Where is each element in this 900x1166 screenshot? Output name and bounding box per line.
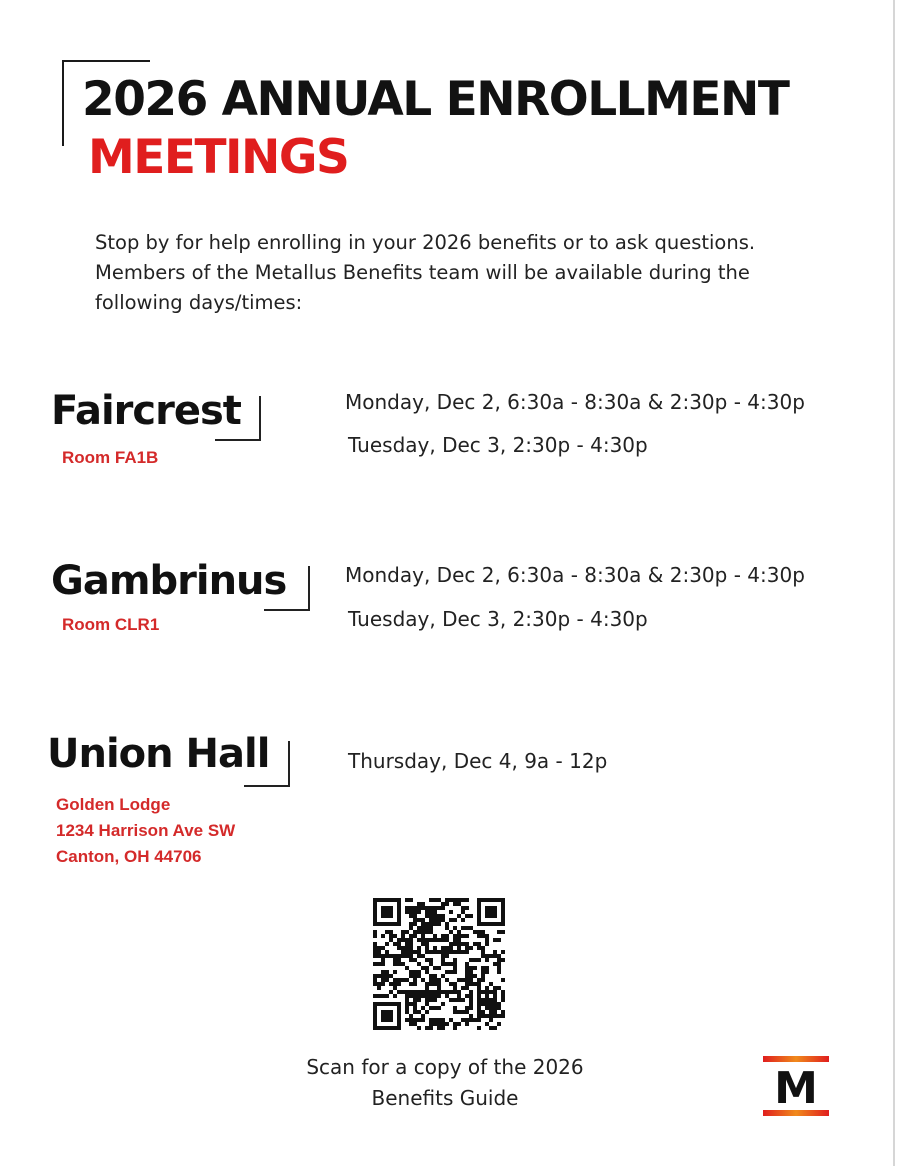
qr-caption-line1: Scan for a copy of the 2026 xyxy=(306,1055,584,1079)
meeting-time: Thursday, Dec 4, 9a - 12p xyxy=(348,749,608,773)
title-bracket-top xyxy=(62,60,150,62)
page-title: 2026 ANNUAL ENROLLMENT xyxy=(82,72,789,127)
qr-code-icon[interactable] xyxy=(373,898,505,1030)
location-address-city: Canton, OH 44706 xyxy=(56,847,202,866)
qr-caption-line2: Benefits Guide xyxy=(371,1086,519,1110)
meeting-time: Monday, Dec 2, 6:30a - 8:30a & 2:30p - 4:30p xyxy=(345,390,805,414)
metallus-logo-icon xyxy=(763,1056,829,1116)
name-bracket-underline xyxy=(264,609,310,611)
intro-text: Stop by for help enrolling in your 2026 benefits or to ask questions. Members of the Metallus Benefits team will be available during the following days/times: xyxy=(95,231,756,314)
location-room: Room CLR1 xyxy=(62,615,160,634)
location-name: Gambrinus xyxy=(51,558,287,604)
location-address-name: Golden Lodge xyxy=(56,795,171,814)
qr-caption xyxy=(270,1052,620,1114)
meeting-time: Monday, Dec 2, 6:30a - 8:30a & 2:30p - 4:30p xyxy=(345,563,805,587)
name-bracket xyxy=(308,566,310,611)
page-title-highlight: MEETINGS xyxy=(88,130,349,185)
logo-letter: M xyxy=(774,1063,818,1114)
location-name: Faircrest xyxy=(51,388,241,434)
meeting-time: Tuesday, Dec 3, 2:30p - 4:30p xyxy=(348,433,648,457)
scan-edge-line xyxy=(893,0,895,1166)
title-bracket xyxy=(62,60,64,146)
name-bracket-underline xyxy=(215,439,261,441)
location-room: Room FA1B xyxy=(62,448,159,467)
location-address-street: 1234 Harrison Ave SW xyxy=(56,821,236,840)
meeting-time: Tuesday, Dec 3, 2:30p - 4:30p xyxy=(348,607,648,631)
location-name: Union Hall xyxy=(47,731,270,777)
name-bracket xyxy=(259,396,261,441)
name-bracket xyxy=(288,741,290,787)
name-bracket-underline xyxy=(244,785,290,787)
